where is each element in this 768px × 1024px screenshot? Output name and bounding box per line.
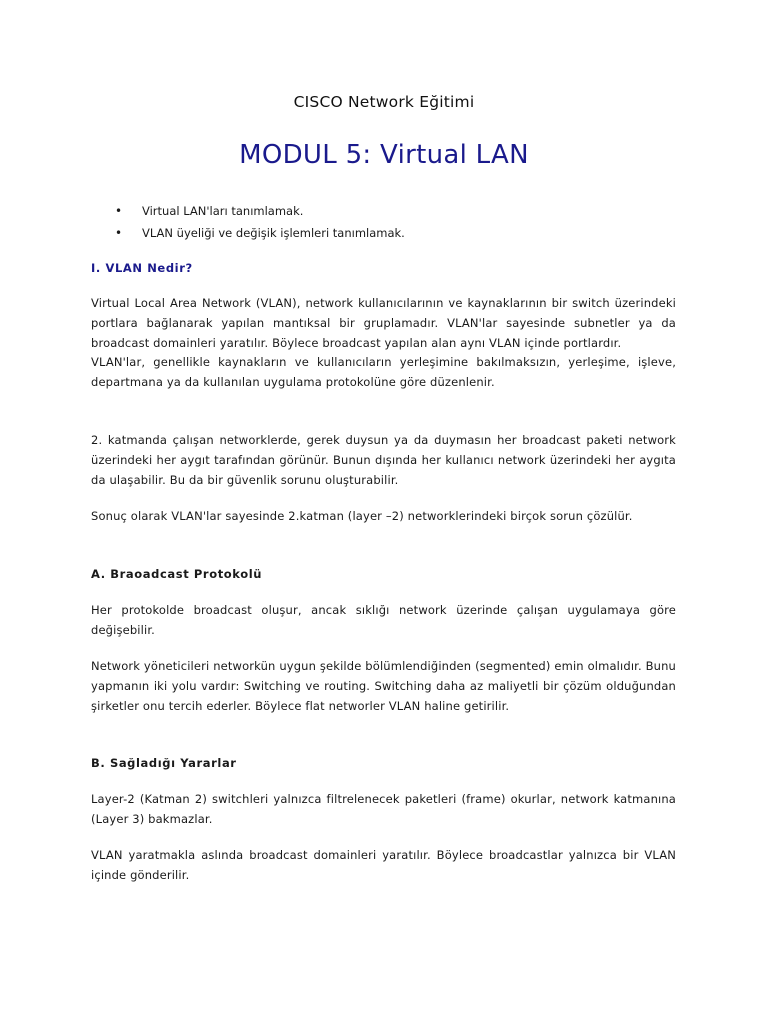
section-heading-vlan: I. VLAN Nedir? xyxy=(91,261,193,275)
paragraph: Network yöneticileri networkün uygun şekilde bölümlendiğinden (segmented) emin olmalıdır. Bunu yapmanın iki yolu vardır: Switching ve routing. Switching daha az maliyetli bir çözüm olduğundan şirketler onu tercih ederler. Böylece flat networler VLAN haline getirilir. xyxy=(91,659,676,713)
objectives-list xyxy=(112,200,405,244)
paragraph-text: Virtual Local Area Network (VLAN), network kullanıcılarının ve kaynaklarının bir switch üzerindeki portlara bağlanarak yapılan mantıksal bir gruplamadır. VLAN'lar sayesinde subnetler ya da broadcast domainleri yaratılır. Böylece broadcast yapılan alan aynı VLAN içinde portlardır. xyxy=(91,296,676,350)
section-heading-benefits: B. Sağladığı Yararlar xyxy=(91,756,237,770)
list-item-text: VLAN üyeliği ve değişik işlemleri tanımlamak. xyxy=(142,226,405,240)
document-title: MODUL 5: Virtual LAN xyxy=(239,140,529,170)
list-item xyxy=(112,222,405,244)
list-item xyxy=(112,200,405,222)
paragraph: 2. katmanda çalışan networklerde, gerek duysun ya da duymasın her broadcast paketi network üzerindeki her aygıt tarafından görünür. Bunun dışında her kullanıcı network üzerindeki her aygıta da ulaşabilir. Bu da bir güvenlik sorunu oluşturabilir. xyxy=(91,433,676,487)
list-item-text: Virtual LAN'ları tanımlamak. xyxy=(142,204,304,218)
bullet-icon: • xyxy=(115,204,123,218)
paragraph: Her protokolde broadcast oluşur, ancak sıklığı network üzerinde çalışan uygulamaya göre değişebilir. xyxy=(91,603,676,637)
bullet-icon: • xyxy=(115,226,123,240)
paragraph: Layer-2 (Katman 2) switchleri yalnızca filtrelenecek paketleri (frame) okurlar, network katmanına (Layer 3) bakmazlar. xyxy=(91,792,676,826)
section-heading-broadcast: A. Braoadcast Protokolü xyxy=(91,567,263,581)
document-subtitle: CISCO Network Eğitimi xyxy=(293,93,475,111)
paragraph xyxy=(91,294,676,393)
paragraph: Sonuç olarak VLAN'lar sayesinde 2.katman (layer –2) networklerindeki birçok sorun çözülür. xyxy=(91,509,633,523)
paragraph-text: VLAN'lar, genellikle kaynakların ve kullanıcıların yerleşimine bakılmaksızın, yerleşime, işleve, departmana ya da kullanılan uygulama protokolüne göre düzenlenir. xyxy=(91,355,676,390)
paragraph: VLAN yaratmakla aslında broadcast domainleri yaratılır. Böylece broadcastlar yalnızca bir VLAN içinde gönderilir. xyxy=(91,848,676,882)
